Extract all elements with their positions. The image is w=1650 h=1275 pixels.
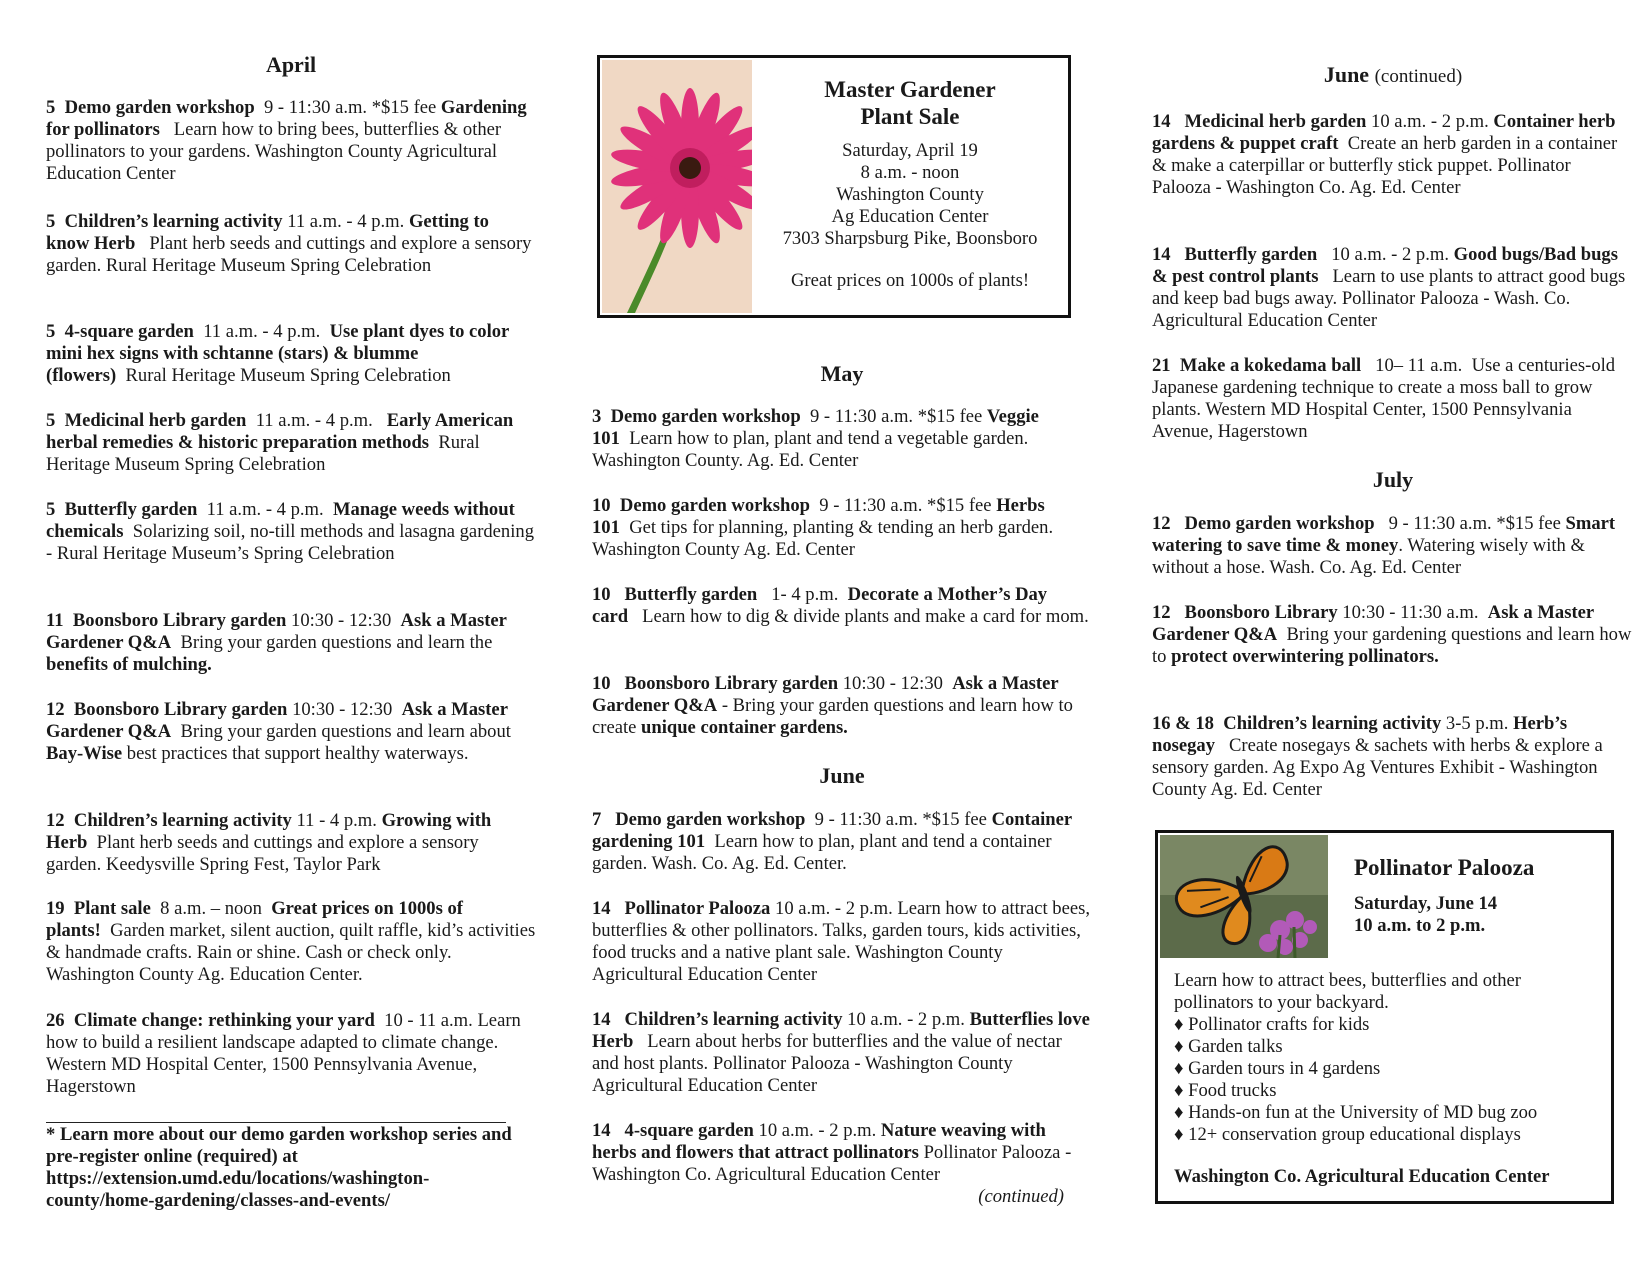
pollinator-palooza-box bbox=[1155, 830, 1614, 1204]
sale-venue-2: Ag Education Center bbox=[831, 206, 989, 227]
event-item: 14 Children’s learning activity 10 a.m. - 2 p.m. Butterflies love Herb Learn about herbs for butterflies and the value of nectar and host plants. Pollinator Palooza - Washington County Agricultural Education Center bbox=[592, 1009, 1090, 1096]
sale-date: Saturday, April 19 bbox=[842, 140, 978, 161]
month-heading-july: July bbox=[1372, 467, 1414, 492]
event-item: 10 Butterfly garden 1- 4 p.m. Decorate a Mother’s Day card Learn how to dig & divide plants and make a card for mom. bbox=[592, 584, 1089, 627]
gerbera-flower-image bbox=[602, 60, 752, 313]
event-item: 11 Boonsboro Library garden 10:30 - 12:30 Ask a Master Gardener Q&A Bring your garden questions and learn the benefits of mulching. bbox=[46, 610, 507, 675]
sale-tagline: Great prices on 1000s of plants! bbox=[790, 270, 1030, 291]
event-item: 5 Demo garden workshop 9 - 11:30 a.m. *$15 fee Gardening for pollinators Learn how to bring bees, butterflies & other pollinators to your gardens. Washington County Agricultural Education Center bbox=[46, 97, 527, 184]
list-item: ♦ Hands-on fun at the University of MD bug zoo bbox=[1174, 1102, 1604, 1124]
event-item: 10 Demo garden workshop 9 - 11:30 a.m. *$15 fee Herbs 101 Get tips for planning, planting & tending an herb garden. Washington County Ag. Ed. Center bbox=[592, 495, 1054, 560]
pollinator-feature-list bbox=[1174, 1014, 1604, 1146]
event-item: 14 Butterfly garden 10 a.m. - 2 p.m. Good bugs/Bad bugs & pest control plants Learn to use plants to attract good bugs and keep bad bugs away. Pollinator Palooza - Wash. Co. Agricultural Education Center bbox=[1152, 244, 1626, 331]
event-item: 12 Demo garden workshop 9 - 11:30 a.m. *$15 fee Smart watering to save time & money. Watering wisely with & without a hose. Wash. Co. Ag. Ed. Center bbox=[1152, 513, 1616, 578]
month-heading-june-continued: June (continued) bbox=[1323, 62, 1463, 87]
pollinator-title: Pollinator Palooza bbox=[1354, 855, 1535, 880]
event-item: 19 Plant sale 8 a.m. – noon Great prices on 1000s of plants! Garden market, silent auction, quilt raffle, kid’s activities & handmade crafts. Rain or shine. Cash or check only. Washington County Ag. Education Center. bbox=[46, 898, 536, 985]
list-item: ♦ Food trucks bbox=[1174, 1080, 1604, 1102]
event-item: 12 Boonsboro Library garden 10:30 - 12:30 Ask a Master Gardener Q&A Bring your garden questions and learn about Bay-Wise best practices that support healthy waterways. bbox=[46, 699, 511, 764]
event-item: 14 4-square garden 10 a.m. - 2 p.m. Nature weaving with herbs and flowers that attract pollinators Pollinator Palooza - Washington Co. Agricultural Education Center bbox=[592, 1120, 1072, 1185]
event-item: 3 Demo garden workshop 9 - 11:30 a.m. *$15 fee Veggie 101 Learn how to plan, plant and tend a vegetable garden. Washington County. Ag. Ed. Center bbox=[592, 406, 1039, 471]
list-item: ♦ Garden tours in 4 gardens bbox=[1174, 1058, 1604, 1080]
pollinator-time: 10 a.m. to 2 p.m. bbox=[1354, 915, 1486, 936]
sale-time: 8 a.m. - noon bbox=[860, 162, 960, 183]
pollinator-intro: Learn how to attract bees, butterflies and other pollinators to your backyard. bbox=[1174, 970, 1521, 1013]
event-item: 26 Climate change: rethinking your yard 10 - 11 a.m. Learn how to build a resilient landscape adapted to climate change. Western MD Hospital Center, 1500 Pennsylvania Avenue, Hagerstown bbox=[46, 1010, 521, 1097]
plant-sale-box bbox=[597, 55, 1071, 318]
event-item: 7 Demo garden workshop 9 - 11:30 a.m. *$15 fee Container gardening 101 Learn how to plan, plant and tend a container garden. Wash. Co. Ag. Ed. Center. bbox=[592, 809, 1072, 874]
pollinator-body bbox=[1174, 970, 1604, 1146]
sale-address: 7303 Sharpsburg Pike, Boonsboro bbox=[782, 228, 1038, 249]
event-item: 5 Medicinal herb garden 11 a.m. - 4 p.m. Early American herbal remedies & historic preparation methods Rural Heritage Museum Spring Celebration bbox=[46, 410, 514, 475]
footnote-registration: * Learn more about our demo garden workshop series and pre-register online (required) at https://extension.umd.edu/locations/washington-county/home-gardening/classes-and-events/ bbox=[46, 1124, 512, 1211]
event-item: 12 Children’s learning activity 11 - 4 p.m. Growing with Herb Plant herb seeds and cuttings and explore a sensory garden. Keedysville Spring Fest, Taylor Park bbox=[46, 810, 492, 875]
list-item: ♦ 12+ conservation group educational displays bbox=[1174, 1124, 1604, 1146]
pollinator-date: Saturday, June 14 bbox=[1354, 893, 1498, 914]
event-item: 14 Pollinator Palooza 10 a.m. - 2 p.m. Learn how to attract bees, butterflies & other pollinators. Talks, garden tours, kids activities, food trucks and a native plant sale. Washington County Agricultural Education Center bbox=[592, 898, 1090, 985]
event-item: 5 4-square garden 11 a.m. - 4 p.m. Use plant dyes to color mini hex signs with schtanne (stars) & blumme (flowers) Rural Heritage Museum Spring Celebration bbox=[46, 321, 509, 386]
plant-sale-text bbox=[755, 58, 1065, 292]
event-item: 5 Children’s learning activity 11 a.m. - 4 p.m. Getting to know Herb Plant herb seeds and cuttings and explore a sensory garden. Rural Heritage Museum Spring Celebration bbox=[46, 211, 532, 276]
butterfly-image bbox=[1160, 835, 1328, 958]
event-item: 21 Make a kokedama ball 10– 11 a.m. Use a centuries-old Japanese gardening technique to create a moss ball to grow plants. Western MD Hospital Center, 1500 Pennsylvania Avenue, Hagerstown bbox=[1152, 355, 1616, 442]
sale-venue: Washington County bbox=[836, 184, 984, 205]
pollinator-venue: Washington Co. Agricultural Education Center bbox=[1174, 1166, 1550, 1187]
continued-note: (continued) bbox=[978, 1186, 1064, 1207]
month-heading-may: May bbox=[820, 361, 864, 386]
list-item: ♦ Garden talks bbox=[1174, 1036, 1604, 1058]
plant-sale-title: Master Gardener Plant Sale bbox=[824, 77, 996, 129]
event-item: 12 Boonsboro Library 10:30 - 11:30 a.m. Ask a Master Gardener Q&A Bring your gardening questions and learn how to protect overwintering pollinators. bbox=[1152, 602, 1632, 667]
list-item: ♦ Pollinator crafts for kids bbox=[1174, 1014, 1604, 1036]
footnote-divider bbox=[46, 1122, 506, 1123]
month-heading-june: June bbox=[819, 763, 865, 788]
event-item: 10 Boonsboro Library garden 10:30 - 12:30 Ask a Master Gardener Q&A - Bring your garden questions and learn how to create unique container gardens. bbox=[592, 673, 1073, 738]
month-heading-april: April bbox=[265, 52, 317, 77]
event-item: 5 Butterfly garden 11 a.m. - 4 p.m. Manage weeds without chemicals Solarizing soil, no-till methods and lasagna gardening - Rural Heritage Museum’s Spring Celebration bbox=[46, 499, 534, 564]
event-item: 14 Medicinal herb garden 10 a.m. - 2 p.m. Container herb gardens & puppet craft Create an herb garden in a container & make a caterpillar or butterfly stick puppet. Pollinator Palooza - Washington Co. Ag. Ed. Center bbox=[1152, 111, 1618, 198]
event-item: 16 & 18 Children’s learning activity 3-5 p.m. Herb’s nosegay Create nosegays & sachets with herbs & explore a sensory garden. Ag Expo Ag Ventures Exhibit - Washington County Ag. Ed. Center bbox=[1152, 713, 1603, 800]
